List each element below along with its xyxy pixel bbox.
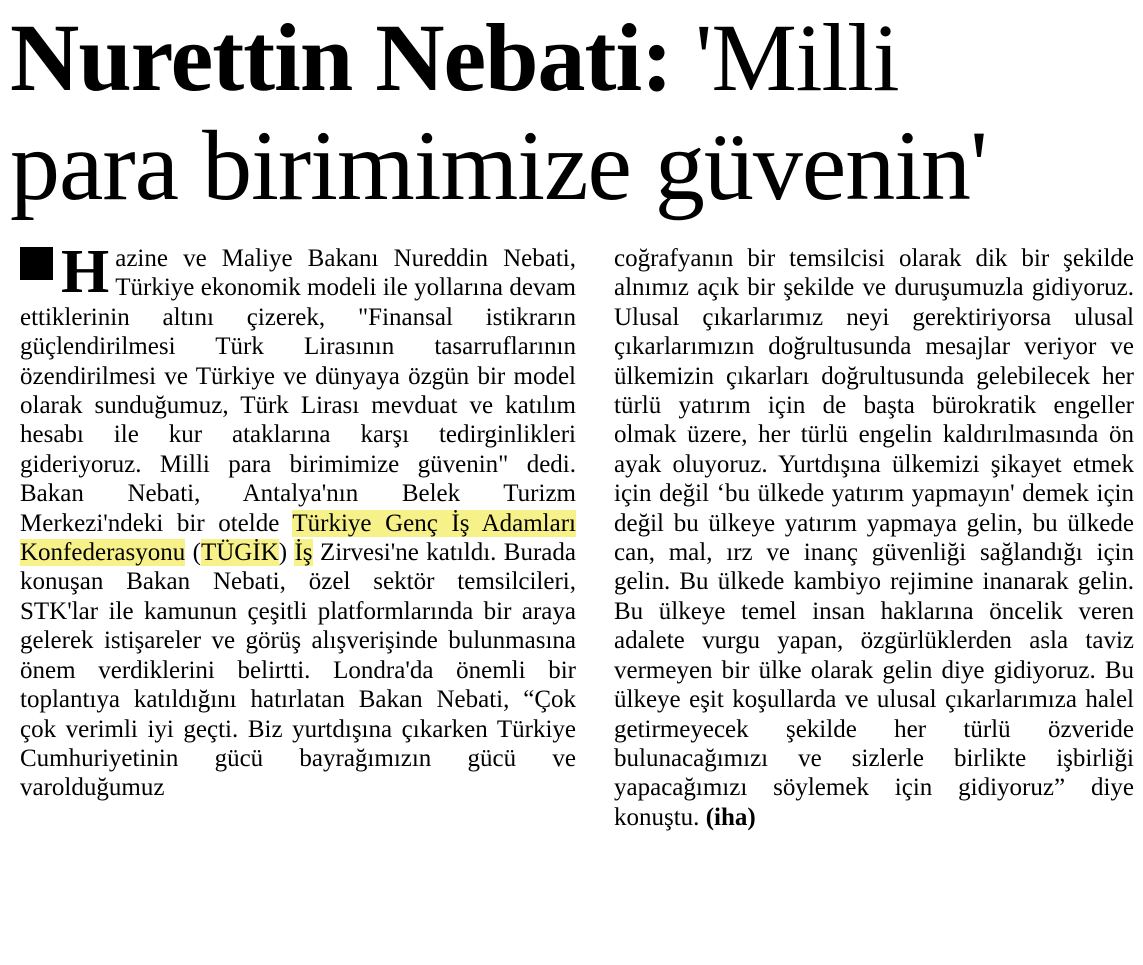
body-text: ( (185, 539, 201, 567)
highlighted-term: İş (294, 539, 313, 567)
body-text: ) (278, 539, 295, 567)
headline-quote-start: 'Milli (672, 4, 899, 111)
article-column-right (614, 244, 1134, 832)
body-text: Zirvesi'ne katıldı. Burada konuşan Bakan Nebati, özel sektör temsilcileri, STK'lar ile kamunun çeşitli platformlarında bir araya gelerek istişareler ve görüş alışverişinde bulunmasına önem verdiklerini belirtti. Londra'da önemli bir toplantıya katıldığını hatırlatan Bakan Nebati, “Çok çok verimli iyi geçti. Biz yurtdışına çıkarken Türkiye Cumhuriyetinin gücü bayrağımızın gücü ve varolduğumuz (20, 539, 576, 802)
headline-speaker: Nurettin Nebati: (10, 4, 673, 111)
right-column-paragraph (614, 244, 1134, 832)
highlighted-term: Türkiye Genç İş Adamları Konfederasyonu (20, 509, 576, 567)
news-agency-credit: (iha) (705, 803, 756, 831)
headline (10, 4, 1135, 220)
highlighted-term: TÜGİK (200, 539, 279, 567)
body-text: azine ve Maliye Bakanı Nureddin Nebati, Türkiye ekonomik modeli ile yollarına devam ettiklerinin altını çizerek, "Finansal istikrarın güçlendirilmesi Türk Lirasının tasarruflarının özendirilmesi ve Türkiye ve dünyaya özgün bir model olarak sunduğumuz, Türk Lirası mevduat ve katılım hesabı ile kur ataklarına karşı tedirginlikleri gideriyoruz. Milli para birimimize güvenin" dedi. Bakan Nebati, Antalya'nın Belek Turizm Merkezi'ndeki bir otelde (20, 245, 576, 537)
body-text: coğrafyanın bir temsilcisi olarak dik bir şekilde alnımız açık bir şekilde ve duruşumuzla gidiyoruz. Ulusal çıkarlarımız neyi gerektiriyorsa ulusal çıkarlarımızın doğrultusunda mesajlar veriyor ve ülkemizin çıkarları doğrultusunda gelebilecek her türlü yatırım için de başta bürokratik engeller olmak üzere, her türlü engelin kaldırılmasında ön ayak oluyoruz. Yurtdışına ülkemizi şikayet etmek için değil ‘bu ülkede yatırım yapmayın' demek için değil bu ülkeye yatırım yapmaya gelin, bu ülkede can, mal, ırz ve inanç güvenliği sağlandığı için gelin. Bu ülkede kambiyo rejimine inanarak gelin. Bu ülkeye temel insan haklarına öncelik veren adalete vurgu yapan, özgürlüklerden asla taviz vermeyen bir ülke olarak gelin diye gidiyoruz. Bu ülkeye eşit koşullarda ve ulusal çıkarlarımıza halel getirmeyecek şekilde her türlü özveride bulunacağımızı ve sizlerle birlikte işbirliği yapacağımızı söylemek için gidiyoruz” diye konuştu. (614, 245, 1134, 831)
headline-line-2: para birimimize güvenin' (10, 110, 988, 221)
bullet-square-icon (20, 247, 53, 280)
drop-cap: H (61, 238, 110, 306)
left-column-paragraph (20, 238, 576, 803)
headline-line-1 (10, 4, 1135, 112)
article-column-left (20, 238, 576, 803)
